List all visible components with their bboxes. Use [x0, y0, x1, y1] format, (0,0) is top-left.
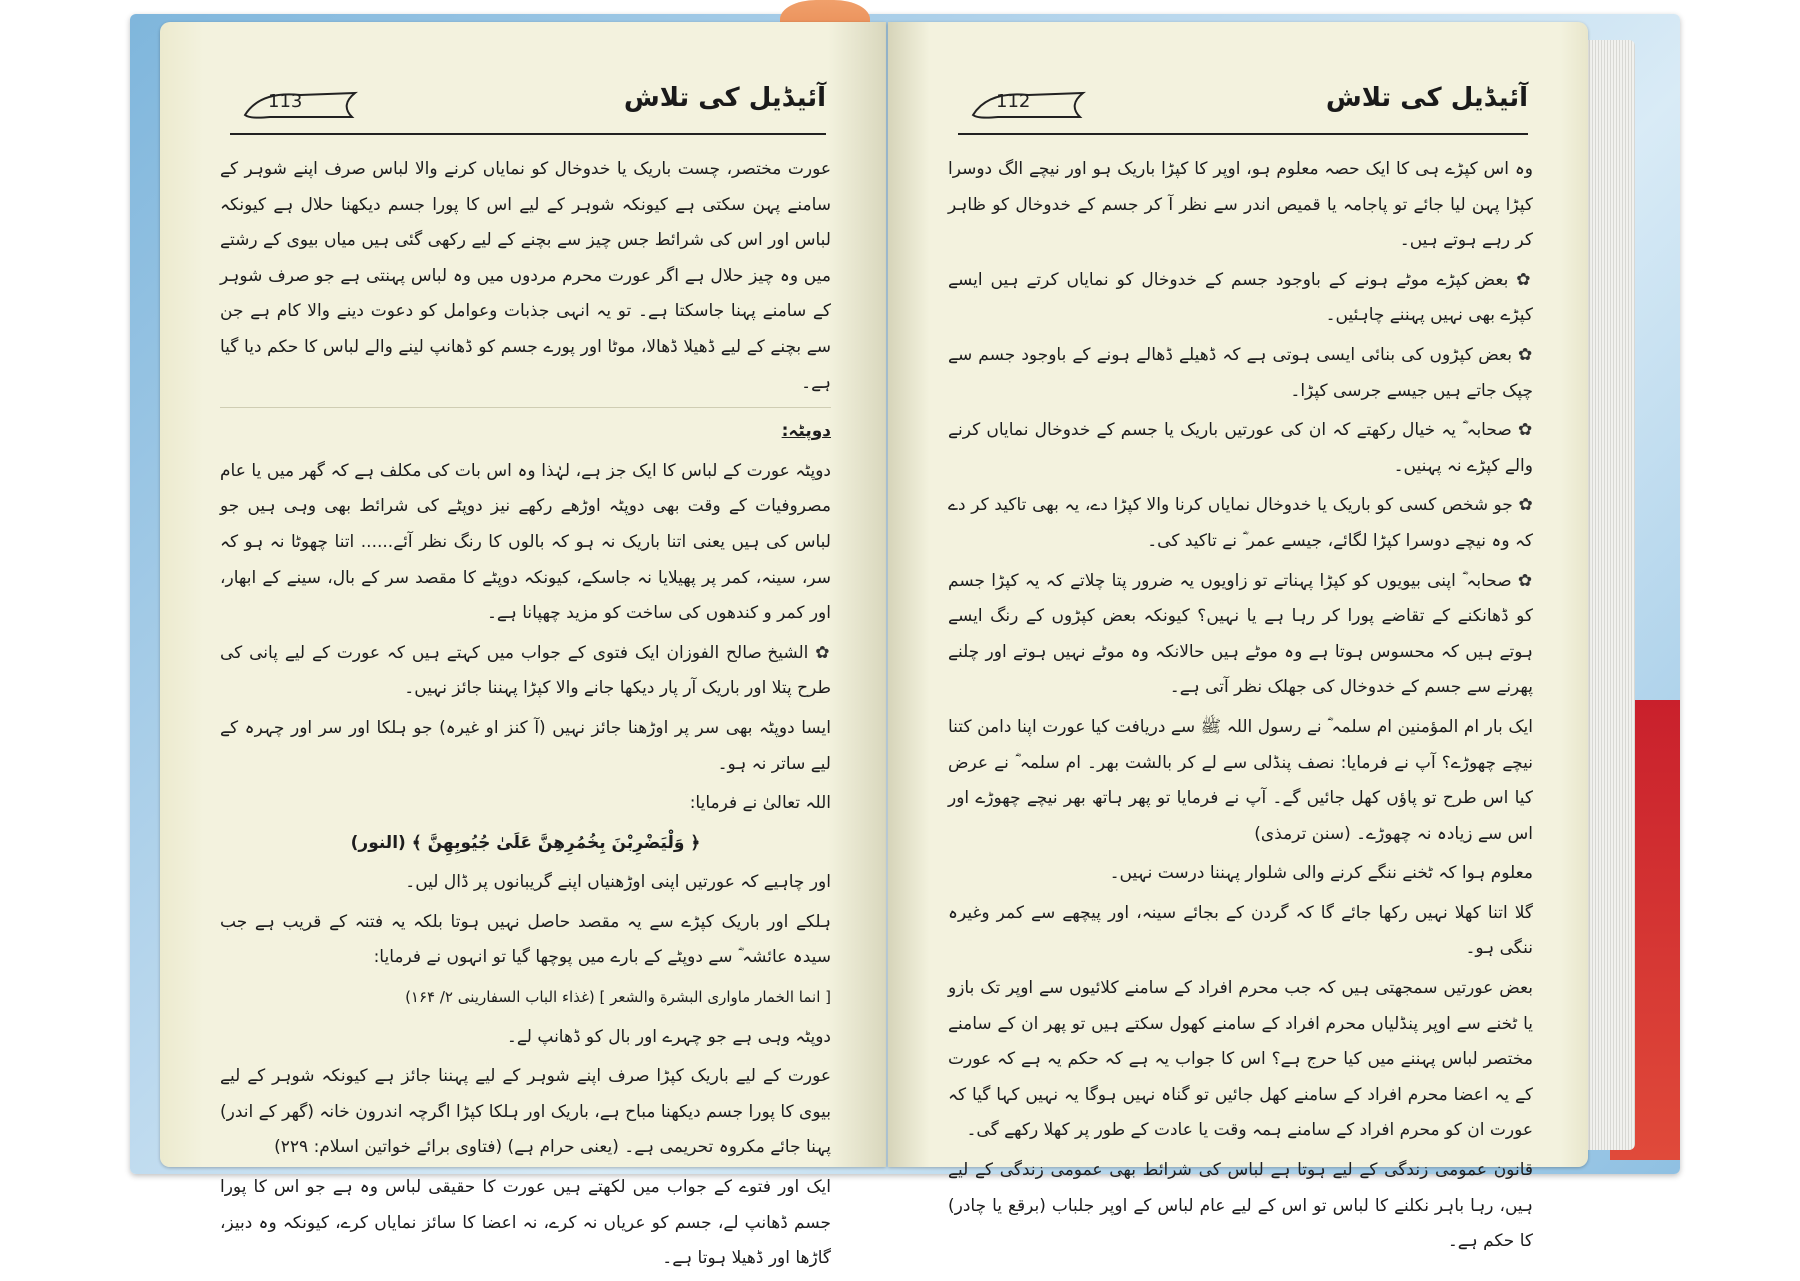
running-title: آئیڈیل کی تلاش — [623, 83, 826, 113]
paragraph: ایک اور فتوے کے جواب میں لکھتے ہیں عورت کا حقیقی لباس وہ ہے جو اس کا پورا جسم ڈھانپ لے، جسم کو عریاں نہ کرے، نہ اعضا کا سائز نمایاں کرے، کیونکہ وہ دبیز، گاڑھا اور ڈھیلا ہوتا ہے۔ — [220, 1177, 831, 1269]
paragraph: عورت کے لیے باریک کپڑا صرف اپنے شوہر کے لیے پہننا جائز ہے کیونکہ شوہر کے لیے بیوی کا پورا جسم دیکھنا مباح ہے، باریک اور ہلکا کپڑا اگرچہ اندرون خانہ (گھر کے اندر) پہنا جائے مکروہ تحریمی ہے۔ (یعنی حرام ہے) (فتاوی برائے خواتین اسلام: ۲۲۹) — [220, 1066, 831, 1158]
right-page — [888, 22, 1588, 1252]
paragraph: گلا اتنا کھلا نہیں رکھا جائے گا کہ گردن کے بجائے سینہ، اور پیچھے سے کمر وغیرہ ننگی ہو۔ — [948, 902, 1533, 959]
left-page-body — [220, 152, 831, 1281]
paragraph: بعض عورتیں سمجھتی ہیں کہ جب محرم افراد کے سامنے کلائیوں سے اوپر تک بازو یا ٹخنے سے اوپر پنڈلیاں محرم افراد کے سامنے کھول سکتے ہیں تو پھر ان کے سامنے مختصر لباس پہننے میں کیا حرج ہے؟ اس کا جواب یہ ہے کہ حکم یہ ہے کہ عورت کے یہ اعضا محرم افراد کے سامنے کھل جائیں تو گناہ نہیں ہوگا یہ نہیں کہا گیا کہ عورت ان کو محرم افراد کے سامنے ہمہ وقت یا عادت کے طور پر کھلا رکھے گی۔ — [948, 978, 1533, 1141]
paragraph: وہ اس کپڑے ہی کا ایک حصہ معلوم ہو، اوپر کا کپڑا باریک ہو اور نیچے الگ دوسرا کپڑا پہن لیا جائے تو پاجامہ یا قمیص اندر سے نظر آ کر جسم کے خدوخال کو ظاہر کر رہے ہوتے ہیں۔ — [948, 159, 1533, 251]
right-page-body — [948, 152, 1533, 1264]
paragraph: دوپٹہ عورت کے لباس کا ایک جز ہے، لہٰذا وہ اس بات کی مکلف ہے کہ گھر میں یا عام مصروفیات کے وقت بھی دوپٹہ اوڑھے رکھے نیز دوپٹے کی شرائط بھی وہی ہیں جو لباس کی ہیں یعنی اتنا باریک نہ ہو کہ بالوں کا رنگ نظر آئے...... اتنا چھوٹا نہ ہو کہ سر، سینہ، کمر پر پھیلایا نہ جاسکے، کیونکہ دوپٹے کا مقصد سر کے بال، سینے کے ابھار، اور کمر و کندھوں کی ساخت کو مزید چھپانا ہے۔ — [220, 460, 831, 624]
paragraph: قانون عمومی زندگی کے لیے ہوتا ہے لباس کی شرائط بھی عمومی زندگی کے لیے ہیں، رہا باہر نکلنے کا لباس تو اس کے لیے عام لباس کے اوپر جلباب (برقع یا چادر) کا حکم ہے۔ — [948, 1160, 1533, 1252]
left-page-header — [230, 77, 826, 137]
header-rule — [230, 133, 826, 135]
bullet-item: ✿ بعض کپڑے موٹے ہونے کے باوجود جسم کے خدوخال کو نمایاں کرتے ہیں ایسے کپڑے بھی نہیں پہننے چاہئیں۔ — [948, 263, 1533, 334]
paragraph: دوپٹہ وہی ہے جو چہرے اور بال کو ڈھانپ لے۔ — [506, 1026, 831, 1047]
paragraph: ایک بار ام المؤمنین ام سلمہ ؓ نے رسول اللہ ﷺ سے دریافت کیا عورت اپنا دامن کتنا نیچے چھوڑے؟ آپ نے فرمایا: نصف پنڈلی سے لے کر بالشت بھر۔ ام سلمہ ؓ نے عرض کیا اس طرح تو پاؤں کھل جائیں گے۔ آپ نے فرمایا تو پھر ہاتھ بھر نیچے چھوڑے اور اس سے زیادہ نہ چھوڑے۔ (سنن ترمذی) — [948, 716, 1533, 844]
bullet-item: ✿ بعض کپڑوں کی بنائی ایسی ہوتی ہے کہ ڈھیلے ڈھالے ہونے کے باوجود جسم سے چپک جاتے ہیں جیسے جرسی کپڑا۔ — [948, 338, 1533, 409]
header-rule — [958, 133, 1528, 135]
paragraph: عورت مختصر، چست باریک یا خدوخال کو نمایاں کرنے والا لباس صرف اپنے شوہر کے سامنے پہن سکتی ہے کیونکہ شوہر کے لیے اس کا پورا جسم دیکھنا حلال ہے کیونکہ لباس اور اس کی شرائط جس چیز سے بچنے کے لیے رکھی گئی ہیں میاں بیوی کے رشتے میں وہ چیز حلال ہے اگر عورت محرم مردوں میں وہ لباس پہنتی ہے جو صرف شوہر کے سامنے پہنا جاسکتا ہے۔ تو یہ انہی جذبات وعوامل کو دعوت دینے والا کام ہے جن سے بچنے کے لیے ڈھیلا ڈھالا، موٹا اور پورے جسم کو ڈھانپ لینے والے لباس کا حکم دیا گیا ہے۔ — [220, 159, 831, 393]
bullet-item: ✿ صحابہ ؓ یہ خیال رکھتے کہ ان کی عورتیں باریک یا جسم کے خدوخال نمایاں کرنے والے کپڑے نہ پہنیں۔ — [948, 413, 1533, 484]
running-title: آئیڈیل کی تلاش — [1325, 83, 1528, 113]
paragraph: اللہ تعالیٰ نے فرمایا: — [689, 793, 831, 814]
right-page-header — [958, 77, 1528, 137]
reference: [ انما الخمار ماواری البشرة والشعر ] (غذاء الباب السفارینی ۲/ ۱۶۴) — [405, 988, 831, 1007]
quran-verse: ﴿ وَلْيَضْرِبْنَ بِخُمُرِهِنَّ عَلَىٰ جُيُوبِهِنَّ ﴾ (النور) — [350, 832, 701, 853]
bullet-item: ✿ الشیخ صالح الفوزان ایک فتوی کے جواب میں کہتے ہیں کہ عورت کے لیے پانی کی طرح پتلا اور باریک آر پار دیکھا جانے والا کپڑا پہننا جائز نہیں۔ — [220, 636, 831, 707]
paragraph: اور چاہیے کہ عورتیں اپنی اوڑھنیاں اپنے گریبانوں پر ڈال لیں۔ — [405, 872, 831, 893]
page-number: 112 — [996, 91, 1031, 112]
bullet-item: ✿ جو شخص کسی کو باریک یا خدوخال نمایاں کرنا والا کپڑا دے، یہ بھی تاکید کر دے کہ وہ نیچے دوسرا کپڑا لگائے، جیسے عمر ؓ نے تاکید کی۔ — [948, 488, 1533, 559]
bullet-item: ✿ صحابہ ؓ اپنی بیویوں کو کپڑا پہناتے تو زاویوں یہ ضرور پتا چلاتے کہ یہ کپڑا جسم کو ڈھانکنے کے تقاضے پورا کر رہا ہے یا نہیں؟ کیونکہ بعض کپڑوں کے رنگ ایسے ہوتے ہیں کہ محسوس ہوتا ہے وہ موٹے ہیں حالانکہ وہ موٹے نہیں ہوتے اور چلنے پھرنے سے جسم کے خدوخال کی جھلک نظر آتی ہے۔ — [948, 564, 1533, 706]
left-page — [160, 22, 886, 1269]
paragraph: ایسا دوپٹہ بھی سر پر اوڑھنا جائز نہیں (آ کنز او غیرہ) جو ہلکا اور سر اور چہرہ کے لیے ساتر نہ ہو۔ — [220, 717, 831, 774]
divider — [220, 407, 831, 408]
paragraph: ہلکے اور باریک کپڑے سے یہ مقصد حاصل نہیں ہوتا بلکہ یہ فتنہ کے قریب ہے جب سیدہ عائشہ ؓ سے دوپٹے کے بارے میں پوچھا گیا تو انہوں نے فرمایا: — [220, 911, 831, 968]
paragraph: معلوم ہوا کہ ٹخنے ننگے کرنے والی شلوار پہننا درست نہیں۔ — [1109, 863, 1533, 884]
page-number: 113 — [268, 91, 303, 112]
section-heading: دوپٹہ: — [781, 421, 831, 442]
